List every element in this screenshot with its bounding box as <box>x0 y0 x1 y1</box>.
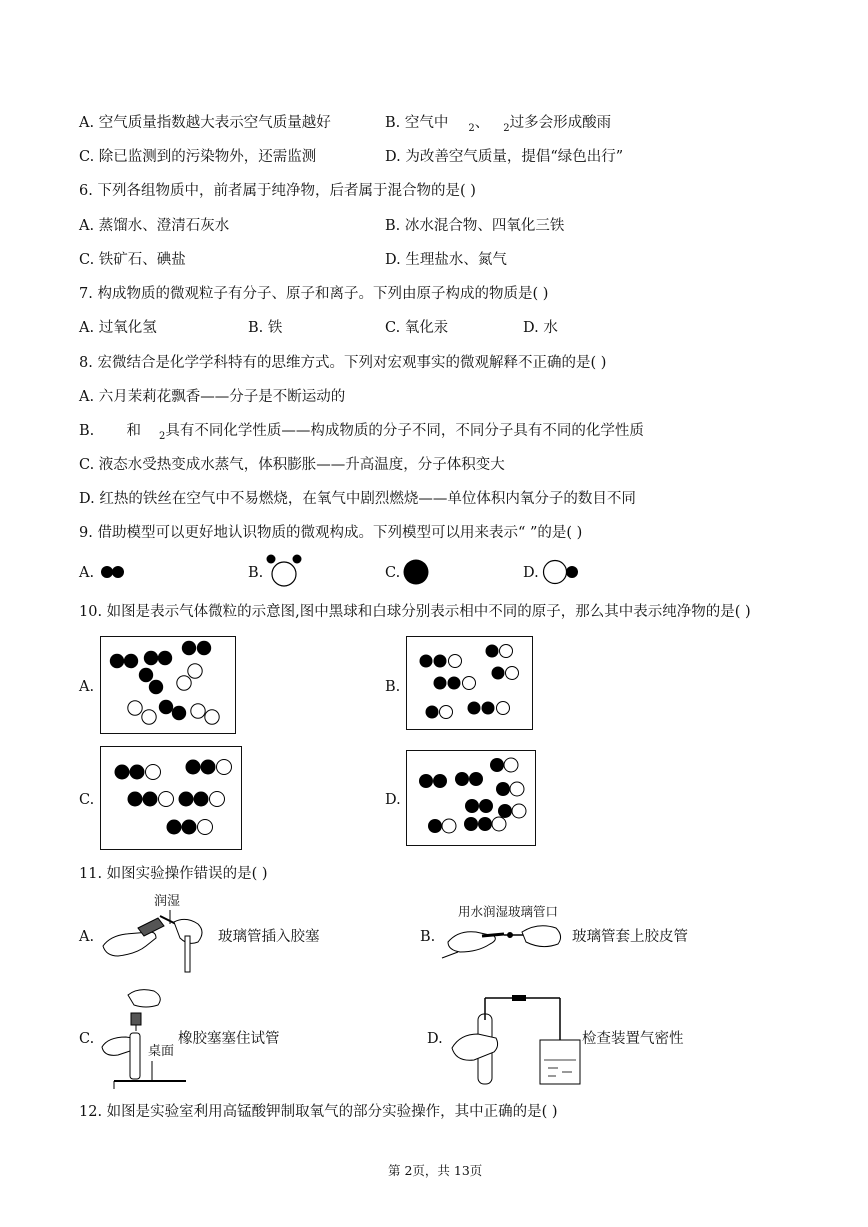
q5-option-a: A. 空气质量指数越大表示空气质量越好 <box>79 115 331 131</box>
q9-model-c-icon <box>402 558 432 586</box>
q11-stem: 11. 如图实验操作错误的是( ) <box>79 866 268 882</box>
q5-option-d: D. 为改善空气质量，提倡“绿色出行” <box>385 149 624 165</box>
q11-c-tag: 桌面 <box>148 1044 175 1059</box>
q8-option-a: A. 六月茉莉花飘香——分子是不断运动的 <box>79 389 346 405</box>
q6-option-d: D. 生理盐水、氮气 <box>385 252 507 268</box>
q6-option-b: B. 冰水混合物、四氧化三铁 <box>385 218 565 234</box>
q11-b-illustration <box>438 918 568 962</box>
q11-b-caption: 玻璃管套上胶皮管 <box>572 929 688 945</box>
q11-c-illustration <box>98 985 188 1090</box>
q9-option-a: A. <box>79 565 95 581</box>
q10-option-b: B. <box>385 679 401 695</box>
q10-option-c: C. <box>79 792 95 808</box>
q6-option-a: A. 蒸馏水、澄清石灰水 <box>79 218 230 234</box>
q7-option-d: D. 水 <box>523 320 558 336</box>
q11-option-a: A. <box>79 929 95 945</box>
q11-a-illustration <box>98 896 213 976</box>
q8-option-c: C. 液态水受热变成水蒸气，体积膨胀——升高温度，分子体积变大 <box>79 457 505 473</box>
q10-particles-c-icon <box>100 746 242 850</box>
q8-option-d: D. 红热的铁丝在空气中不易燃烧，在氧气中剧烈燃烧——单位体积内氧分子的数目不同 <box>79 491 636 507</box>
q9-option-d: D. <box>523 565 539 581</box>
q10-particles-b-icon <box>406 636 533 730</box>
q5-option-b: B. 空气中 $_2$、 $_2$过多会形成酸雨 <box>385 115 612 134</box>
q9-stem: 9. 借助模型可以更好地认识物质的微观构成。下列模型可以用来表示“ ”的是( ) <box>79 525 583 541</box>
q11-c-caption: 橡胶塞塞住试管 <box>178 1031 280 1047</box>
page-number: 第 2页，共 13页 <box>388 1163 483 1178</box>
q10-stem: 10. 如图是表示气体微粒的示意图,图中黑球和白球分别表示相中不同的原子，那么其中表示纯净物的是( ) <box>79 604 751 620</box>
q11-option-d: D. <box>427 1031 443 1047</box>
q7-stem: 7. 构成物质的微观粒子有分子、原子和离子。下列由原子构成的物质是( ) <box>79 286 549 302</box>
q10-option-d: D. <box>385 792 401 808</box>
q6-option-c: C. 铁矿石、碘盐 <box>79 252 186 268</box>
q7-option-c: C. 氧化汞 <box>385 320 449 336</box>
q8-option-b: B. 和 $_2$具有不同化学性质——构成物质的分子不同，不同分子具有不同的化学性质 <box>79 423 644 442</box>
q10-particles-a-icon <box>100 636 236 734</box>
q10-option-a: A. <box>79 679 95 695</box>
q9-option-b: B. <box>248 565 264 581</box>
q9-option-c: C. <box>385 565 401 581</box>
q8-stem: 8. 宏微结合是化学学科特有的思维方式。下列对宏观事实的微观解释不正确的是( ) <box>79 355 607 371</box>
q9-model-d-icon <box>542 559 582 587</box>
q7-option-b: B. 铁 <box>248 320 283 336</box>
q10-particles-d-icon <box>406 750 536 846</box>
q11-d-illustration <box>448 990 578 1090</box>
q11-a-caption: 玻璃管插入胶塞 <box>218 929 320 945</box>
q11-d-caption: 检查装置气密性 <box>582 1031 684 1047</box>
q6-stem: 6. 下列各组物质中，前者属于纯净物，后者属于混合物的是( ) <box>79 183 476 199</box>
q11-a-tag: 润湿 <box>154 894 181 909</box>
q9-model-b-icon <box>266 554 306 588</box>
q11-b-tag: 用水润湿玻璃管口 <box>458 904 559 919</box>
q9-model-a-icon <box>100 562 130 582</box>
q7-option-a: A. 过氧化氢 <box>79 320 157 336</box>
q11-option-c: C. <box>79 1031 95 1047</box>
q11-option-b: B. <box>420 929 436 945</box>
q5-option-c: C. 除已监测到的污染物外，还需监测 <box>79 149 317 165</box>
q12-stem: 12. 如图是实验室利用高锰酸钾制取氧气的部分实验操作，其中正确的是( ) <box>79 1104 558 1120</box>
